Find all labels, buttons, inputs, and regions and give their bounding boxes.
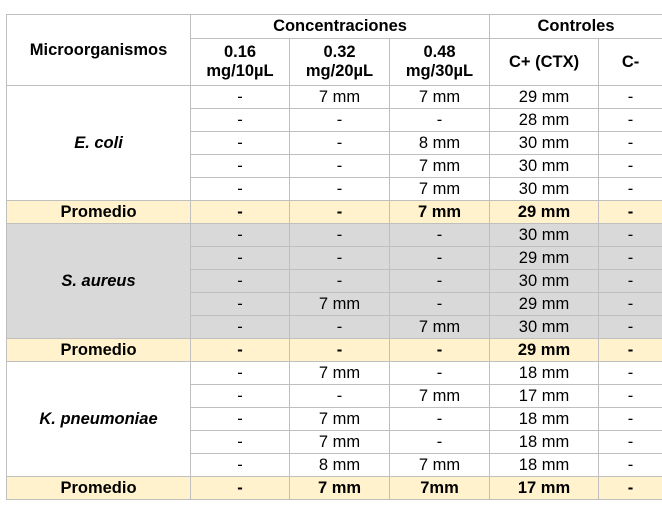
col-header-negative-control: C- (599, 39, 662, 86)
table-cell: - (390, 109, 490, 132)
average-cell: 7 mm (390, 201, 490, 224)
table-cell: - (290, 385, 390, 408)
table-cell: 8 mm (390, 132, 490, 155)
table-cell: - (191, 132, 290, 155)
table-body (7, 86, 662, 500)
table-cell: - (290, 224, 390, 247)
average-label: Promedio (7, 339, 191, 362)
table-cell: - (191, 270, 290, 293)
results-table (6, 14, 662, 500)
table-cell: - (191, 86, 290, 109)
average-cell: - (191, 339, 290, 362)
microorganisms-header: Microorganismos (7, 15, 191, 86)
col-header-positive-control: C+ (CTX) (490, 39, 599, 86)
average-cell: - (390, 339, 490, 362)
table-cell: 18 mm (490, 408, 599, 431)
average-cell: - (191, 477, 290, 500)
table-cell: - (390, 408, 490, 431)
table-cell: - (390, 224, 490, 247)
table-cell: 7 mm (390, 155, 490, 178)
table-cell: - (390, 293, 490, 316)
organism-name: K. pneumoniae (7, 362, 191, 477)
col-header-0-48: 0.48 mg/30µL (390, 39, 490, 86)
table-cell: - (599, 132, 662, 155)
header-row-top (7, 15, 662, 39)
table-cell: 29 mm (490, 293, 599, 316)
average-cell: - (191, 201, 290, 224)
table-cell: - (599, 385, 662, 408)
table-cell: 7 mm (290, 293, 390, 316)
table-cell: - (191, 293, 290, 316)
table-cell: - (191, 109, 290, 132)
table-cell: 30 mm (490, 132, 599, 155)
table-cell: - (191, 155, 290, 178)
average-cell: 7mm (390, 477, 490, 500)
average-row (7, 201, 662, 224)
table-cell: - (191, 224, 290, 247)
table-row (7, 224, 662, 247)
col-header-0-16: 0.16 mg/10µL (191, 39, 290, 86)
average-cell: - (599, 201, 662, 224)
table-cell: 29 mm (490, 247, 599, 270)
table-cell: 30 mm (490, 224, 599, 247)
table-cell: - (290, 109, 390, 132)
table-cell: - (191, 385, 290, 408)
table-cell: - (599, 247, 662, 270)
organism-name: E. coli (7, 86, 191, 201)
table-cell: 30 mm (490, 155, 599, 178)
table-cell: - (390, 247, 490, 270)
table-cell: - (599, 454, 662, 477)
average-cell: 17 mm (490, 477, 599, 500)
average-cell: 7 mm (290, 477, 390, 500)
average-cell: - (290, 339, 390, 362)
table-cell: - (599, 109, 662, 132)
table-cell: - (191, 408, 290, 431)
organism-name: S. aureus (7, 224, 191, 339)
table-cell: 30 mm (490, 316, 599, 339)
table-cell: - (599, 155, 662, 178)
table-cell: - (599, 224, 662, 247)
table-cell: - (191, 454, 290, 477)
table-cell: - (390, 362, 490, 385)
table-cell: - (191, 431, 290, 454)
table-cell: - (191, 178, 290, 201)
table-cell: 18 mm (490, 362, 599, 385)
average-row (7, 477, 662, 500)
average-cell: - (599, 477, 662, 500)
table-cell: 29 mm (490, 86, 599, 109)
table-cell: 7 mm (390, 385, 490, 408)
table-cell: 7 mm (290, 408, 390, 431)
table-cell: - (290, 270, 390, 293)
table-cell: 17 mm (490, 385, 599, 408)
table-cell: - (599, 362, 662, 385)
table-cell: - (390, 270, 490, 293)
table-cell: - (390, 431, 490, 454)
table-cell: 7 mm (290, 86, 390, 109)
table-cell: 28 mm (490, 109, 599, 132)
average-cell: 29 mm (490, 201, 599, 224)
table-cell: - (290, 132, 390, 155)
table-cell: - (599, 408, 662, 431)
table-cell: - (191, 247, 290, 270)
table-cell: 18 mm (490, 431, 599, 454)
table-cell: 7 mm (390, 316, 490, 339)
table-cell: - (599, 431, 662, 454)
table-cell: 8 mm (290, 454, 390, 477)
table-cell: - (290, 247, 390, 270)
table-cell: 18 mm (490, 454, 599, 477)
col-header-0-32: 0.32 mg/20µL (290, 39, 390, 86)
average-label: Promedio (7, 201, 191, 224)
table-cell: - (599, 293, 662, 316)
controls-header: Controles (490, 15, 662, 39)
table-cell: - (290, 155, 390, 178)
average-cell: - (599, 339, 662, 362)
table-cell: - (599, 178, 662, 201)
concentrations-header: Concentraciones (191, 15, 490, 39)
table-row (7, 86, 662, 109)
table-cell: 7 mm (390, 86, 490, 109)
table-row (7, 362, 662, 385)
table-cell: - (599, 270, 662, 293)
table-cell: - (191, 316, 290, 339)
table-cell: - (191, 362, 290, 385)
average-row (7, 339, 662, 362)
table-cell: 7 mm (290, 431, 390, 454)
average-cell: 29 mm (490, 339, 599, 362)
table-cell: 7 mm (290, 362, 390, 385)
table-cell: 30 mm (490, 178, 599, 201)
table-cell: - (599, 86, 662, 109)
table-cell: - (599, 316, 662, 339)
table-cell: - (290, 178, 390, 201)
average-label: Promedio (7, 477, 191, 500)
table-cell: 30 mm (490, 270, 599, 293)
table-cell: - (290, 316, 390, 339)
table-cell: 7 mm (390, 178, 490, 201)
table-cell: 7 mm (390, 454, 490, 477)
average-cell: - (290, 201, 390, 224)
